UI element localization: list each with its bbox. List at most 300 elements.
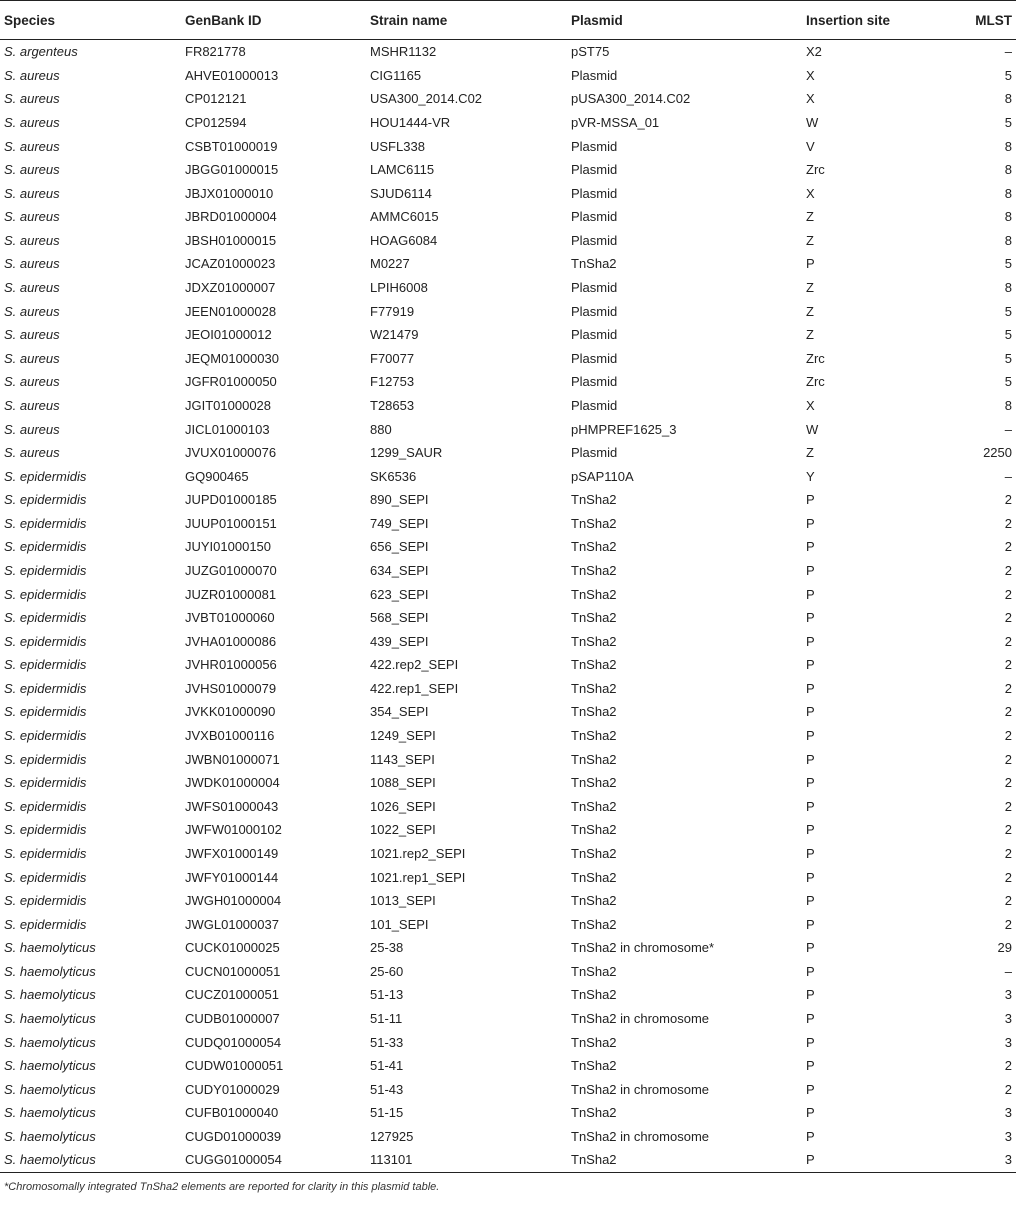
cell-species	[0, 134, 185, 158]
cell-insertion-site: Y	[806, 468, 815, 484]
cell-genbank-id: JWFY01000144	[185, 869, 279, 885]
cell-genbank-id: JDXZ01000007	[185, 280, 276, 296]
cell-strain-name: 1299_SAUR	[370, 445, 443, 461]
cell-strain-name: 656_SEPI	[370, 539, 429, 555]
cell-mlst: 5	[1004, 67, 1012, 83]
cell-plasmid: TnSha2	[571, 1105, 617, 1121]
cell-species	[0, 323, 185, 347]
cell-strain-name: F77919	[370, 303, 415, 319]
cell-plasmid: Plasmid	[571, 280, 618, 296]
table-row	[0, 276, 1016, 300]
table-row	[0, 323, 1016, 347]
cell-genbank-id: CSBT01000019	[185, 138, 278, 154]
cell-plasmid: TnSha2	[571, 633, 617, 649]
cell-insertion-site: P	[806, 1128, 815, 1144]
species-name: S. epidermidis	[4, 492, 87, 508]
cell-insertion-site: V	[806, 138, 815, 154]
cell-mlst: 2	[1004, 704, 1012, 720]
species-name: S. epidermidis	[4, 845, 87, 861]
cell-species	[0, 111, 185, 135]
cell-plasmid: Plasmid	[571, 350, 618, 366]
table-row	[0, 559, 1016, 583]
cell-strain-name: 25-38	[370, 940, 404, 956]
species-name: S. aureus	[4, 256, 60, 272]
cell-mlst: 2	[1004, 822, 1012, 838]
cell-strain-name: 51-11	[370, 1010, 403, 1026]
cell-strain-name: 1026_SEPI	[370, 798, 436, 814]
species-name: S. aureus	[4, 162, 60, 178]
cell-genbank-id: JBRD01000004	[185, 209, 277, 225]
cell-insertion-site: Z	[806, 303, 814, 319]
species-name: S. epidermidis	[4, 775, 87, 791]
cell-insertion-site: Z	[806, 209, 814, 225]
cell-insertion-site: P	[806, 798, 815, 814]
table-row	[0, 370, 1016, 394]
cell-genbank-id: JBJX01000010	[185, 185, 274, 201]
table-row	[0, 700, 1016, 724]
table-row	[0, 417, 1016, 441]
table-row	[0, 1101, 1016, 1125]
cell-insertion-site: P	[806, 845, 815, 861]
cell-species	[0, 724, 185, 748]
cell-strain-name: 51-33	[370, 1034, 404, 1050]
cell-plasmid: TnSha2	[571, 798, 617, 814]
cell-species	[0, 795, 185, 819]
table-row	[0, 205, 1016, 229]
cell-genbank-id: JUZR01000081	[185, 586, 277, 602]
cell-plasmid: TnSha2	[571, 987, 617, 1003]
cell-insertion-site: P	[806, 963, 815, 979]
table-row	[0, 488, 1016, 512]
cell-mlst: 2	[1004, 1081, 1012, 1097]
species-name: S. epidermidis	[4, 657, 87, 673]
species-name: S. epidermidis	[4, 610, 87, 626]
cell-strain-name: 1249_SEPI	[370, 728, 436, 744]
cell-plasmid: TnSha2	[571, 680, 617, 696]
header-plasmid: Plasmid	[571, 1, 806, 40]
cell-insertion-site: P	[806, 775, 815, 791]
cell-plasmid: TnSha2	[571, 1148, 806, 1172]
cell-species	[0, 1101, 185, 1125]
table-row	[0, 229, 1016, 253]
species-name: S. aureus	[4, 138, 60, 154]
cell-plasmid: TnSha2	[571, 704, 617, 720]
species-name: S. aureus	[4, 67, 60, 83]
cell-mlst: 2	[1004, 893, 1012, 909]
species-name: S. epidermidis	[4, 704, 87, 720]
cell-plasmid: Plasmid	[571, 397, 618, 413]
cell-plasmid: TnSha2	[571, 492, 617, 508]
cell-plasmid: Plasmid	[571, 209, 618, 225]
cell-mlst: 2	[1004, 586, 1012, 602]
table-row	[0, 464, 1016, 488]
cell-mlst: 5	[1004, 256, 1012, 272]
cell-genbank-id: JVKK01000090	[185, 704, 276, 720]
cell-genbank-id: CP012121	[185, 91, 247, 107]
cell-plasmid: TnSha2	[571, 916, 617, 932]
cell-strain-name: 749_SEPI	[370, 515, 429, 531]
cell-genbank-id: CUDQ01000054	[185, 1034, 282, 1050]
cell-insertion-site: W	[806, 421, 819, 437]
species-name: S. argenteus	[4, 44, 78, 60]
cell-species	[0, 1054, 185, 1078]
cell-strain-name: USFL338	[370, 138, 425, 154]
cell-insertion-site: Z	[806, 327, 814, 343]
header-row	[0, 1, 1016, 40]
species-name: S. aureus	[4, 280, 60, 296]
table-row	[0, 535, 1016, 559]
cell-insertion-site: P	[806, 633, 815, 649]
cell-plasmid: TnSha2	[571, 845, 617, 861]
cell-species	[0, 370, 185, 394]
table-row	[0, 606, 1016, 630]
species-name: S. haemolyticus	[4, 1010, 96, 1026]
cell-species	[0, 912, 185, 936]
cell-genbank-id: JBSH01000015	[185, 232, 277, 248]
cell-insertion-site: Z	[806, 280, 814, 296]
cell-species	[0, 1030, 185, 1054]
cell-insertion-site: Zrc	[806, 350, 825, 366]
species-name: S. aureus	[4, 445, 60, 461]
cell-genbank-id: JVHS01000079	[185, 680, 277, 696]
cell-mlst: 2	[1004, 515, 1012, 531]
cell-mlst: 8	[1004, 162, 1012, 178]
cell-plasmid: Plasmid	[571, 374, 618, 390]
cell-plasmid: TnSha2	[571, 775, 617, 791]
cell-strain-name: T28653	[370, 397, 415, 413]
cell-insertion-site: Zrc	[806, 374, 825, 390]
cell-species	[0, 842, 185, 866]
table-row	[0, 394, 1016, 418]
cell-species	[0, 512, 185, 536]
cell-species	[0, 1077, 185, 1101]
cell-species	[0, 559, 185, 583]
cell-strain-name: SJUD6114	[370, 185, 432, 201]
table-row	[0, 181, 1016, 205]
cell-strain-name: W21479	[370, 327, 419, 343]
cell-plasmid: pUSA300_2014.C02	[571, 91, 691, 107]
cell-genbank-id: JWFX01000149	[185, 845, 279, 861]
cell-species	[0, 1148, 185, 1172]
table-row	[0, 936, 1016, 960]
cell-insertion-site: P	[806, 1105, 815, 1121]
cell-strain-name: 1013_SEPI	[370, 893, 436, 909]
cell-genbank-id: JBGG01000015	[185, 162, 279, 178]
table-header	[0, 1, 1016, 40]
table-row	[0, 677, 1016, 701]
cell-plasmid: TnSha2	[571, 822, 617, 838]
species-name: S. aureus	[4, 91, 60, 107]
cell-strain-name: 354_SEPI	[370, 704, 429, 720]
cell-plasmid: Plasmid	[571, 303, 618, 319]
table-row	[0, 1077, 1016, 1101]
cell-strain-name: 113101	[370, 1148, 571, 1172]
cell-mlst: 2	[1004, 1058, 1012, 1074]
cell-insertion-site: P	[806, 657, 815, 673]
cell-strain-name: F12753	[370, 374, 415, 390]
cell-strain-name: 51-41	[370, 1058, 404, 1074]
cell-mlst: 2250	[983, 445, 1012, 461]
table-row	[0, 912, 1016, 936]
cell-species	[0, 276, 185, 300]
cell-insertion-site: X	[806, 67, 815, 83]
cell-insertion-site: P	[806, 586, 815, 602]
table-row	[0, 724, 1016, 748]
cell-genbank-id: CUDB01000007	[185, 1010, 280, 1026]
cell-species	[0, 394, 185, 418]
cell-plasmid: pVR-MSSA_01	[571, 115, 660, 131]
species-name: S. epidermidis	[4, 633, 87, 649]
cell-insertion-site: P	[806, 751, 815, 767]
cell-mlst: 3	[966, 1148, 1016, 1172]
cell-plasmid: TnSha2	[571, 1034, 617, 1050]
cell-plasmid: TnSha2	[571, 728, 617, 744]
cell-plasmid: TnSha2 in chromosome	[571, 1128, 710, 1144]
cell-genbank-id: JUYI01000150	[185, 539, 272, 555]
cell-insertion-site: X2	[806, 44, 822, 60]
cell-plasmid: pHMPREF1625_3	[571, 421, 677, 437]
species-name: S. aureus	[4, 303, 60, 319]
cell-mlst: 2	[1004, 633, 1012, 649]
cell-species	[0, 629, 185, 653]
table-row	[0, 983, 1016, 1007]
cell-genbank-id: JVBT01000060	[185, 610, 275, 626]
cell-insertion-site: P	[806, 822, 815, 838]
cell-insertion-site: P	[806, 680, 815, 696]
table-row	[0, 865, 1016, 889]
cell-species	[0, 417, 185, 441]
cell-genbank-id: CUFB01000040	[185, 1105, 279, 1121]
cell-plasmid: TnSha2	[571, 1058, 617, 1074]
cell-species	[0, 488, 185, 512]
cell-species	[0, 818, 185, 842]
cell-genbank-id: JUUP01000151	[185, 515, 277, 531]
species-name: S. epidermidis	[4, 563, 87, 578]
cell-insertion-site: P	[806, 1010, 815, 1026]
cell-insertion-site: P	[806, 987, 815, 1003]
cell-insertion-site: Z	[806, 232, 814, 248]
cell-plasmid: TnSha2	[571, 869, 617, 885]
cell-mlst: 2	[1004, 680, 1012, 696]
cell-plasmid: TnSha2	[571, 563, 617, 578]
cell-mlst: 8	[1004, 397, 1012, 413]
cell-strain-name: LPIH6008	[370, 280, 428, 296]
cell-insertion-site: P	[806, 539, 815, 555]
cell-strain-name: 623_SEPI	[370, 586, 429, 602]
cell-insertion-site: Zrc	[806, 162, 825, 178]
species-name: S. epidermidis	[4, 468, 87, 484]
cell-genbank-id: JICL01000103	[185, 421, 270, 437]
cell-strain-name: 1021.rep1_SEPI	[370, 869, 466, 885]
cell-genbank-id: JEEN01000028	[185, 303, 277, 319]
cell-genbank-id: JGIT01000028	[185, 397, 272, 413]
species-name: S. haemolyticus	[4, 1152, 96, 1168]
cell-genbank-id: CUCN01000051	[185, 963, 281, 979]
cell-species	[0, 181, 185, 205]
cell-insertion-site: P	[806, 1058, 815, 1074]
cell-insertion-site: P	[806, 704, 815, 720]
cell-insertion-site: P	[806, 256, 815, 272]
cell-genbank-id: JVHA01000086	[185, 633, 277, 649]
table-row	[0, 1054, 1016, 1078]
cell-genbank-id: JWGH01000004	[185, 893, 282, 909]
cell-strain-name: HOAG6084	[370, 232, 438, 248]
cell-plasmid: TnSha2 in chromosome*	[571, 940, 715, 956]
cell-plasmid: Plasmid	[571, 162, 618, 178]
cell-strain-name: 51-13	[370, 987, 404, 1003]
cell-strain-name: SK6536	[370, 468, 417, 484]
cell-plasmid: TnSha2 in chromosome	[571, 1081, 710, 1097]
cell-insertion-site: P	[806, 1081, 815, 1097]
cell-plasmid: Plasmid	[571, 138, 618, 154]
cell-strain-name: AMMC6015	[370, 209, 439, 225]
species-name: S. epidermidis	[4, 798, 87, 814]
cell-strain-name: USA300_2014.C02	[370, 91, 483, 107]
cell-plasmid: TnSha2	[571, 610, 617, 626]
table-row	[0, 960, 1016, 984]
cell-species	[0, 464, 185, 488]
cell-mlst: 2	[1004, 775, 1012, 791]
header-species: Species	[0, 1, 185, 40]
cell-genbank-id: JWBN01000071	[185, 751, 280, 767]
cell-species	[0, 653, 185, 677]
table-row	[0, 87, 1016, 111]
cell-species	[0, 983, 185, 1007]
species-name: S. epidermidis	[4, 728, 87, 744]
species-name: S. epidermidis	[4, 822, 87, 838]
cell-genbank-id: JVHR01000056	[185, 657, 277, 673]
cell-strain-name: 880	[370, 421, 392, 437]
cell-genbank-id: JEOI01000012	[185, 327, 272, 343]
species-name: S. aureus	[4, 115, 60, 131]
cell-mlst: 2	[1004, 539, 1012, 555]
cell-strain-name: HOU1444-VR	[370, 115, 451, 131]
cell-strain-name: 1022_SEPI	[370, 822, 436, 838]
cell-plasmid: Plasmid	[571, 185, 618, 201]
cell-strain-name: F70077	[370, 350, 415, 366]
table-row	[0, 252, 1016, 276]
cell-strain-name: 890_SEPI	[370, 492, 429, 508]
table-row	[0, 512, 1016, 536]
cell-species	[0, 960, 185, 984]
species-name: S. epidermidis	[4, 893, 87, 909]
table-row	[0, 347, 1016, 371]
cell-mlst: 3	[1004, 1128, 1012, 1144]
table-row	[0, 889, 1016, 913]
cell-genbank-id: JEQM01000030	[185, 350, 279, 366]
cell-genbank-id: JGFR01000050	[185, 374, 277, 390]
cell-genbank-id: AHVE01000013	[185, 67, 279, 83]
cell-species	[0, 771, 185, 795]
cell-plasmid: TnSha2 in chromosome	[571, 1010, 710, 1026]
cell-mlst: 5	[1004, 115, 1012, 131]
cell-mlst: 2	[1004, 869, 1012, 885]
cell-species	[0, 1125, 185, 1149]
species-name: S. aureus	[4, 232, 60, 248]
cell-species	[0, 441, 185, 465]
cell-strain-name: 568_SEPI	[370, 610, 429, 626]
table-row	[0, 653, 1016, 677]
table-row	[0, 582, 1016, 606]
cell-strain-name: 51-15	[370, 1105, 404, 1121]
cell-species	[0, 229, 185, 253]
cell-strain-name: 422.rep1_SEPI	[370, 680, 459, 696]
cell-mlst: 5	[1004, 374, 1012, 390]
cell-species	[0, 582, 185, 606]
table-row	[0, 111, 1016, 135]
cell-insertion-site: X	[806, 185, 815, 201]
cell-strain-name: 101_SEPI	[370, 916, 429, 932]
cell-plasmid: pSAP110A	[571, 468, 634, 484]
table-row	[0, 64, 1016, 88]
cell-genbank-id: CUDW01000051	[185, 1058, 284, 1074]
cell-genbank-id: JVXB01000116	[185, 728, 275, 744]
cell-species	[0, 252, 185, 276]
cell-insertion-site: P	[806, 869, 815, 885]
cell-species	[0, 64, 185, 88]
table-row	[0, 441, 1016, 465]
cell-genbank-id: CUCZ01000051	[185, 987, 279, 1003]
cell-mlst: 2	[1004, 916, 1012, 932]
table-row	[0, 134, 1016, 158]
cell-species	[0, 299, 185, 323]
cell-plasmid: TnSha2	[571, 515, 617, 531]
header-insertion-site: Insertion site	[806, 1, 966, 40]
cell-strain-name: 127925	[370, 1128, 414, 1144]
cell-genbank-id: CUGG01000054	[185, 1148, 370, 1172]
cell-genbank-id: CP012594	[185, 115, 247, 131]
cell-insertion-site: P	[806, 1148, 966, 1172]
species-name: S. haemolyticus	[4, 1034, 96, 1050]
cell-strain-name: 439_SEPI	[370, 633, 429, 649]
species-name: S. haemolyticus	[4, 963, 96, 979]
table-row	[0, 158, 1016, 182]
cell-mlst: –	[1004, 44, 1012, 60]
cell-strain-name: M0227	[370, 256, 410, 272]
cell-mlst: –	[1004, 468, 1012, 484]
species-name: S. haemolyticus	[4, 940, 96, 956]
cell-species	[0, 347, 185, 371]
cell-strain-name: MSHR1132	[370, 44, 437, 60]
species-name: S. epidermidis	[4, 751, 87, 767]
species-name: S. epidermidis	[4, 869, 87, 885]
cell-mlst: 2	[1004, 657, 1012, 673]
cell-insertion-site: Z	[806, 445, 814, 461]
cell-mlst: 8	[1004, 209, 1012, 225]
cell-plasmid: TnSha2	[571, 893, 617, 909]
cell-species	[0, 889, 185, 913]
cell-species	[0, 158, 185, 182]
cell-mlst: 8	[1004, 91, 1012, 107]
cell-plasmid: TnSha2	[571, 963, 617, 979]
cell-species	[0, 936, 185, 960]
cell-plasmid: Plasmid	[571, 445, 618, 461]
table-footnote: *Chromosomally integrated TnSha2 elements are reported for clarity in this plasmid table.	[4, 1180, 440, 1193]
species-name: S. haemolyticus	[4, 1081, 96, 1097]
cell-mlst: 2	[1004, 798, 1012, 814]
cell-mlst: 3	[1004, 1010, 1012, 1026]
cell-species	[0, 1007, 185, 1031]
cell-species	[0, 87, 185, 111]
table-row	[0, 1148, 1016, 1172]
cell-mlst: 2	[1004, 751, 1012, 767]
header-mlst: MLST	[966, 1, 1016, 40]
table-row	[0, 1007, 1016, 1031]
species-name: S. aureus	[4, 327, 60, 343]
cell-species	[0, 677, 185, 701]
cell-insertion-site: P	[806, 916, 815, 932]
cell-insertion-site: P	[806, 563, 815, 578]
